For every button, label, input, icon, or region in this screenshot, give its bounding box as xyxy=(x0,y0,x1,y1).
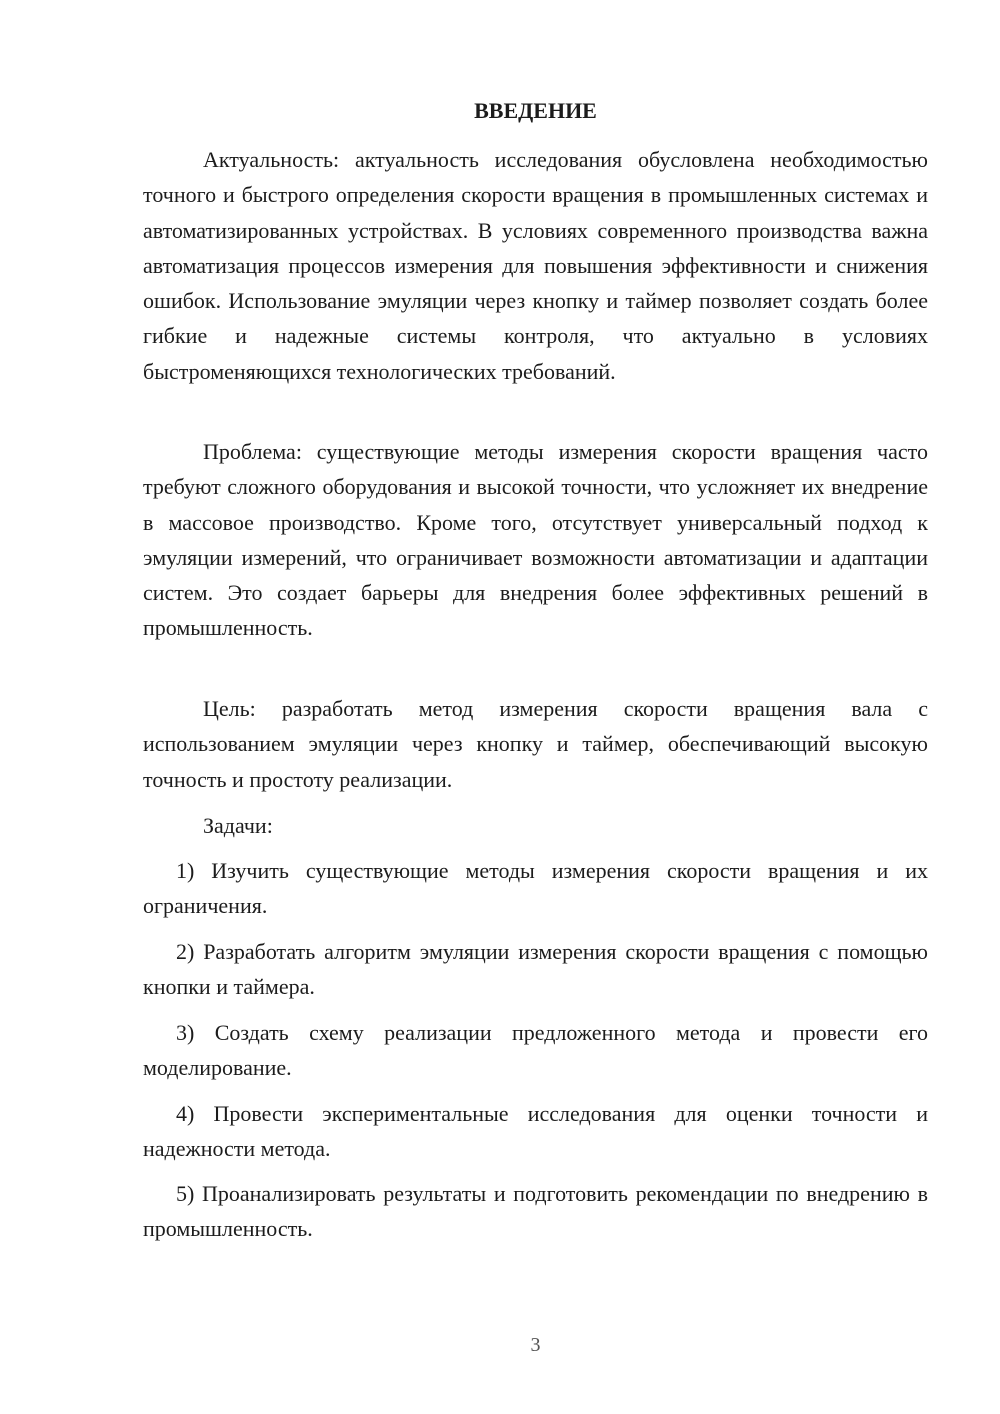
document-page xyxy=(143,0,928,1414)
tasks-heading: Задачи: xyxy=(203,813,273,838)
section-title: ВВЕДЕНИЕ xyxy=(474,98,597,123)
problem-paragraph: Проблема: существующие методы измерения скорости вращения часто требуют сложного оборудования и высокой точности, что усложняет их внедрение в массовое производство. Кроме того, отсутствует универсальный подход к эмуляции измерений, что ограничивает возможности автоматизации и адаптации систем. Это создает барьеры для внедрения более эффективных решений в промышленность. xyxy=(143,439,928,641)
task-item: 1) Изучить существующие методы измерения скорости вращения и их ограничения. xyxy=(143,858,928,919)
relevance-paragraph: Актуальность: актуальность исследования обусловлена необходимостью точного и быстрого определения скорости вращения в промышленных системах и автоматизированных устройствах. В условиях современного производства важна автоматизация процессов измерения для повышения эффективности и снижения ошибок. Использование эмуляции через кнопку и таймер позволяет создать более гибкие и надежные системы контроля, что актуально в условиях быстроменяющихся технологических требований. xyxy=(143,147,928,384)
task-item: 3) Создать схему реализации предложенного метода и провести его моделирование. xyxy=(143,1020,928,1081)
task-item: 5) Проанализировать результаты и подготовить рекомендации по внедрению в промышленность. xyxy=(143,1181,928,1242)
task-item: 2) Разработать алгоритм эмуляции измерения скорости вращения с помощью кнопки и таймера. xyxy=(143,939,928,1000)
goal-paragraph: Цель: разработать метод измерения скорости вращения вала с использованием эмуляции через кнопку и таймер, обеспечивающий высокую точность и простоту реализации. xyxy=(143,696,928,792)
page-number: 3 xyxy=(530,1334,541,1356)
task-item: 4) Провести экспериментальные исследования для оценки точности и надежности метода. xyxy=(143,1101,928,1162)
